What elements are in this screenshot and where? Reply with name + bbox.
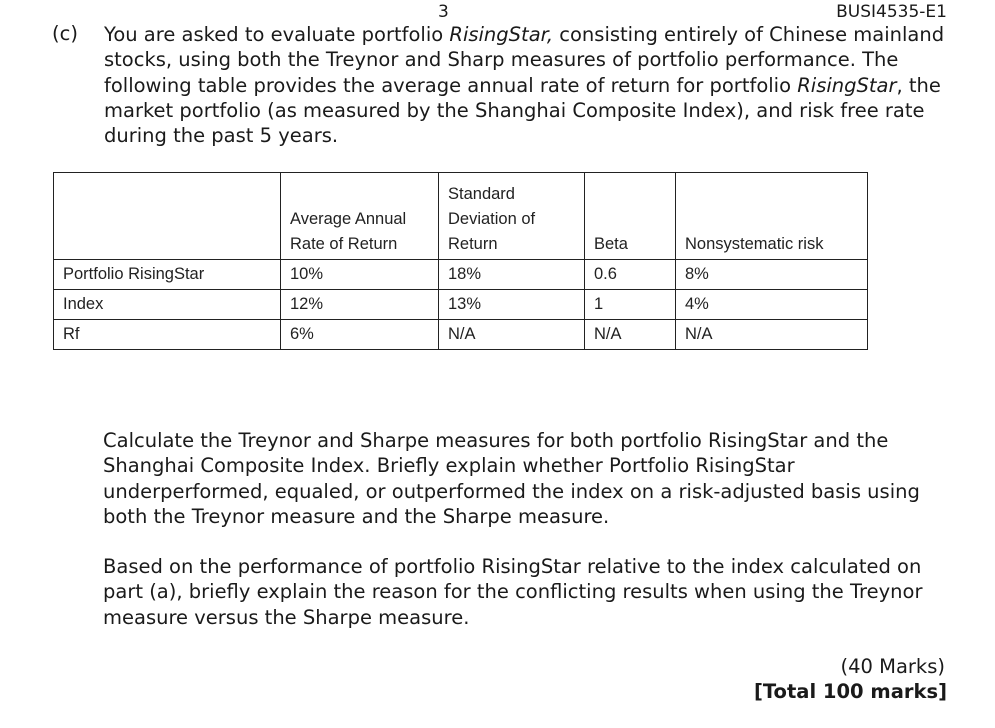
table-cell: 1 (585, 290, 676, 320)
intro-text-3: , the market portfolio (as measured by the Shanghai Composite Index), and risk free rate during the past 5 years. (104, 73, 941, 148)
table-cell: 12% (281, 290, 439, 320)
intro-text-1: You are asked to evaluate portfolio (104, 23, 450, 46)
header-return: Return (448, 235, 498, 253)
table-cell: 13% (439, 290, 585, 320)
header-deviation-of: Deviation of (448, 210, 536, 228)
table-cell: N/A (676, 320, 868, 350)
table-header-cell (281, 173, 439, 260)
table-header-cell (54, 173, 281, 260)
table-header-cell: Beta (585, 173, 676, 260)
table-row (54, 320, 868, 350)
table-row (54, 260, 868, 290)
header-standard: Standard (448, 185, 515, 203)
table-cell: Index (54, 290, 281, 320)
table-cell: 18% (439, 260, 585, 290)
table-row (54, 290, 868, 320)
instruction-paragraph: Based on the performance of portfolio RisingStar relative to the index calculated on part (a), briefly explain the reason for the conflicting results when using the Treynor measure versus the Sharpe measure. (103, 555, 923, 629)
table-cell: 0.6 (585, 260, 676, 290)
performance-table (53, 172, 868, 350)
header-rate-of-return: Rate of Return (290, 235, 398, 253)
table-cell: Rf (54, 320, 281, 350)
page-number: 3 (438, 2, 449, 22)
table-cell: N/A (585, 320, 676, 350)
table-header-cell (439, 173, 585, 260)
table-cell: Portfolio RisingStar (54, 260, 281, 290)
intro-text-2: consisting entirely of Chinese mainland stocks, using both the Treynor and Sharp measures of portfolio performance. The following table provides the average annual rate of return for portfolio (104, 23, 945, 97)
intro-portfolio-name-2: RisingStar (797, 73, 897, 97)
table-cell: 6% (281, 320, 439, 350)
total-marks-label: [Total 100 marks] (753, 680, 947, 703)
course-code: BUSI4535-E1 (836, 2, 947, 22)
table-cell: 4% (676, 290, 868, 320)
instruction-paragraph: Calculate the Treynor and Sharpe measures for both portfolio RisingStar and the Shanghai Composite Index. Briefly explain whether Portfolio RisingStar underperformed, equaled, or outperformed the index on a risk-adjusted basis using both the Treynor measure and the Sharpe measure. (103, 429, 920, 528)
intro-portfolio-name: RisingStar, (449, 23, 554, 46)
marks-label: (40 Marks) (840, 655, 945, 678)
table-cell: N/A (439, 320, 585, 350)
question-intro (104, 22, 964, 148)
table-cell: 8% (676, 260, 868, 290)
table-header-row (54, 173, 868, 260)
table-header-cell: Nonsystematic risk (676, 173, 868, 260)
header-average-annual: Average Annual (290, 210, 407, 228)
question-label: (c) (52, 22, 78, 45)
table-cell: 10% (281, 260, 439, 290)
